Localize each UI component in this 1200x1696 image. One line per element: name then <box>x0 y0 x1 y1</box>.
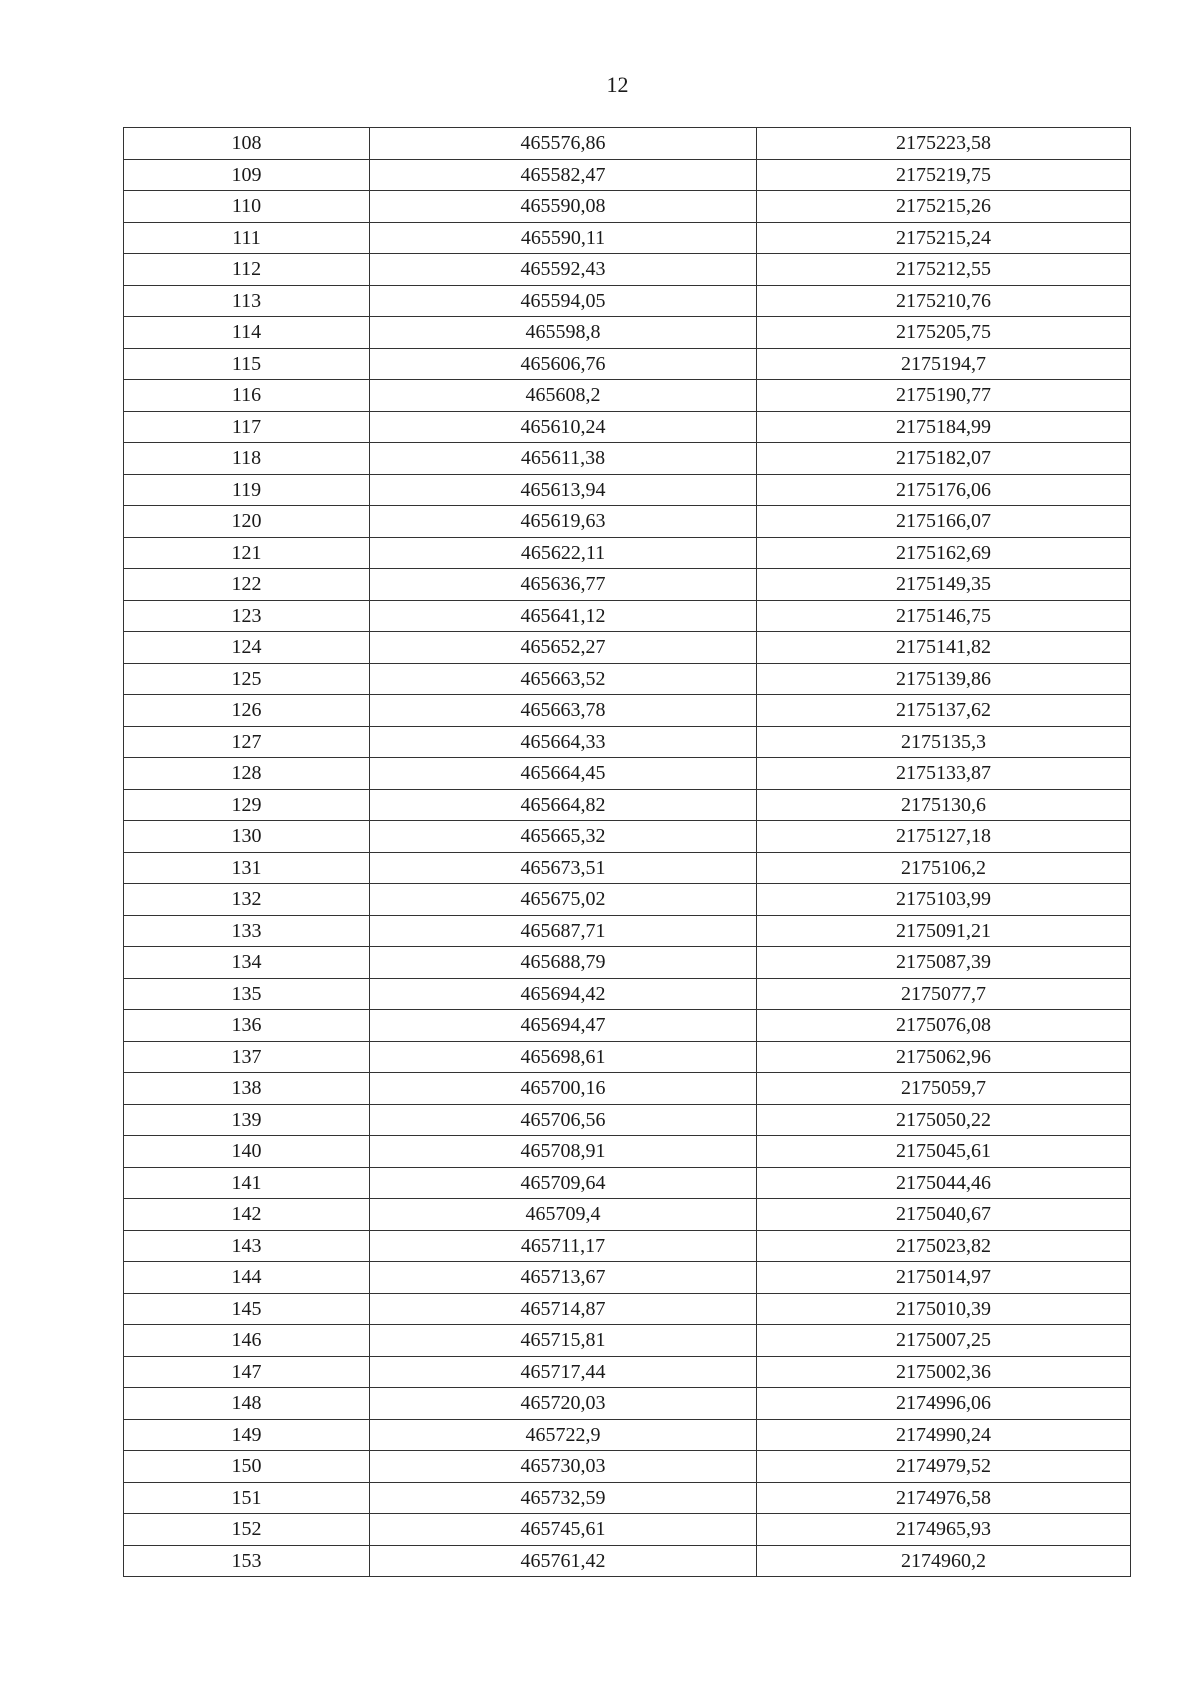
table-row <box>124 1230 1131 1262</box>
x-coordinate-cell: 465590,11 <box>370 222 757 254</box>
table-row <box>124 411 1131 443</box>
table-row <box>124 1104 1131 1136</box>
point-number-cell: 131 <box>124 852 370 884</box>
x-coordinate-cell: 465700,16 <box>370 1073 757 1105</box>
y-coordinate-cell: 2175176,06 <box>757 474 1131 506</box>
point-number-cell: 130 <box>124 821 370 853</box>
x-coordinate-cell: 465675,02 <box>370 884 757 916</box>
point-number-cell: 136 <box>124 1010 370 1042</box>
table-row <box>124 285 1131 317</box>
point-number-cell: 117 <box>124 411 370 443</box>
table-row <box>124 159 1131 191</box>
table-row <box>124 726 1131 758</box>
point-number-cell: 150 <box>124 1451 370 1483</box>
point-number-cell: 108 <box>124 128 370 160</box>
y-coordinate-cell: 2175166,07 <box>757 506 1131 538</box>
y-coordinate-cell: 2175106,2 <box>757 852 1131 884</box>
x-coordinate-cell: 465745,61 <box>370 1514 757 1546</box>
y-coordinate-cell: 2175137,62 <box>757 695 1131 727</box>
point-number-cell: 116 <box>124 380 370 412</box>
page-number: 12 <box>606 72 629 97</box>
table-row <box>124 978 1131 1010</box>
table-row <box>124 1388 1131 1420</box>
table-row <box>124 1262 1131 1294</box>
coordinates-table-body <box>124 128 1131 1577</box>
table-row <box>124 254 1131 286</box>
y-coordinate-cell: 2175135,3 <box>757 726 1131 758</box>
x-coordinate-cell: 465730,03 <box>370 1451 757 1483</box>
point-number-cell: 109 <box>124 159 370 191</box>
point-number-cell: 138 <box>124 1073 370 1105</box>
y-coordinate-cell: 2175133,87 <box>757 758 1131 790</box>
point-number-cell: 123 <box>124 600 370 632</box>
table-row <box>124 1545 1131 1577</box>
y-coordinate-cell: 2175139,86 <box>757 663 1131 695</box>
point-number-cell: 120 <box>124 506 370 538</box>
x-coordinate-cell: 465664,45 <box>370 758 757 790</box>
point-number-cell: 141 <box>124 1167 370 1199</box>
table-row <box>124 600 1131 632</box>
point-number-cell: 151 <box>124 1482 370 1514</box>
table-row <box>124 222 1131 254</box>
y-coordinate-cell: 2175002,36 <box>757 1356 1131 1388</box>
point-number-cell: 128 <box>124 758 370 790</box>
point-number-cell: 113 <box>124 285 370 317</box>
x-coordinate-cell: 465664,33 <box>370 726 757 758</box>
point-number-cell: 145 <box>124 1293 370 1325</box>
point-number-cell: 142 <box>124 1199 370 1231</box>
point-number-cell: 148 <box>124 1388 370 1420</box>
point-number-cell: 132 <box>124 884 370 916</box>
y-coordinate-cell: 2175103,99 <box>757 884 1131 916</box>
y-coordinate-cell: 2175040,67 <box>757 1199 1131 1231</box>
x-coordinate-cell: 465709,4 <box>370 1199 757 1231</box>
point-number-cell: 110 <box>124 191 370 223</box>
point-number-cell: 114 <box>124 317 370 349</box>
point-number-cell: 153 <box>124 1545 370 1577</box>
point-number-cell: 124 <box>124 632 370 664</box>
x-coordinate-cell: 465711,17 <box>370 1230 757 1262</box>
x-coordinate-cell: 465598,8 <box>370 317 757 349</box>
y-coordinate-cell: 2175059,7 <box>757 1073 1131 1105</box>
y-coordinate-cell: 2174960,2 <box>757 1545 1131 1577</box>
y-coordinate-cell: 2174990,24 <box>757 1419 1131 1451</box>
point-number-cell: 146 <box>124 1325 370 1357</box>
table-row <box>124 1419 1131 1451</box>
x-coordinate-cell: 465698,61 <box>370 1041 757 1073</box>
x-coordinate-cell: 465761,42 <box>370 1545 757 1577</box>
table-row <box>124 569 1131 601</box>
point-number-cell: 119 <box>124 474 370 506</box>
point-number-cell: 149 <box>124 1419 370 1451</box>
x-coordinate-cell: 465732,59 <box>370 1482 757 1514</box>
x-coordinate-cell: 465613,94 <box>370 474 757 506</box>
table-row <box>124 474 1131 506</box>
x-coordinate-cell: 465722,9 <box>370 1419 757 1451</box>
y-coordinate-cell: 2175141,82 <box>757 632 1131 664</box>
table-row <box>124 380 1131 412</box>
table-row <box>124 1010 1131 1042</box>
y-coordinate-cell: 2175219,75 <box>757 159 1131 191</box>
y-coordinate-cell: 2175182,07 <box>757 443 1131 475</box>
y-coordinate-cell: 2175023,82 <box>757 1230 1131 1262</box>
y-coordinate-cell: 2175194,7 <box>757 348 1131 380</box>
x-coordinate-cell: 465652,27 <box>370 632 757 664</box>
table-row <box>124 884 1131 916</box>
point-number-cell: 152 <box>124 1514 370 1546</box>
y-coordinate-cell: 2174979,52 <box>757 1451 1131 1483</box>
x-coordinate-cell: 465688,79 <box>370 947 757 979</box>
point-number-cell: 115 <box>124 348 370 380</box>
table-row <box>124 1356 1131 1388</box>
point-number-cell: 143 <box>124 1230 370 1262</box>
point-number-cell: 125 <box>124 663 370 695</box>
point-number-cell: 111 <box>124 222 370 254</box>
table-row <box>124 632 1131 664</box>
table-row <box>124 348 1131 380</box>
point-number-cell: 127 <box>124 726 370 758</box>
y-coordinate-cell: 2175210,76 <box>757 285 1131 317</box>
y-coordinate-cell: 2175190,77 <box>757 380 1131 412</box>
x-coordinate-cell: 465664,82 <box>370 789 757 821</box>
x-coordinate-cell: 465663,52 <box>370 663 757 695</box>
x-coordinate-cell: 465594,05 <box>370 285 757 317</box>
point-number-cell: 129 <box>124 789 370 821</box>
y-coordinate-cell: 2175044,46 <box>757 1167 1131 1199</box>
y-coordinate-cell: 2175127,18 <box>757 821 1131 853</box>
y-coordinate-cell: 2175087,39 <box>757 947 1131 979</box>
point-number-cell: 121 <box>124 537 370 569</box>
table-row <box>124 821 1131 853</box>
table-row <box>124 758 1131 790</box>
y-coordinate-cell: 2175130,6 <box>757 789 1131 821</box>
x-coordinate-cell: 465636,77 <box>370 569 757 601</box>
x-coordinate-cell: 465694,42 <box>370 978 757 1010</box>
table-row <box>124 915 1131 947</box>
point-number-cell: 140 <box>124 1136 370 1168</box>
table-row <box>124 852 1131 884</box>
point-number-cell: 139 <box>124 1104 370 1136</box>
y-coordinate-cell: 2175062,96 <box>757 1041 1131 1073</box>
y-coordinate-cell: 2174965,93 <box>757 1514 1131 1546</box>
x-coordinate-cell: 465720,03 <box>370 1388 757 1420</box>
x-coordinate-cell: 465610,24 <box>370 411 757 443</box>
y-coordinate-cell: 2175076,08 <box>757 1010 1131 1042</box>
y-coordinate-cell: 2175050,22 <box>757 1104 1131 1136</box>
point-number-cell: 122 <box>124 569 370 601</box>
y-coordinate-cell: 2175205,75 <box>757 317 1131 349</box>
x-coordinate-cell: 465590,08 <box>370 191 757 223</box>
coordinates-table <box>123 127 1131 1577</box>
x-coordinate-cell: 465694,47 <box>370 1010 757 1042</box>
x-coordinate-cell: 465717,44 <box>370 1356 757 1388</box>
y-coordinate-cell: 2174976,58 <box>757 1482 1131 1514</box>
x-coordinate-cell: 465606,76 <box>370 348 757 380</box>
table-row <box>124 1451 1131 1483</box>
table-row <box>124 695 1131 727</box>
x-coordinate-cell: 465622,11 <box>370 537 757 569</box>
x-coordinate-cell: 465663,78 <box>370 695 757 727</box>
table-row <box>124 317 1131 349</box>
x-coordinate-cell: 465713,67 <box>370 1262 757 1294</box>
y-coordinate-cell: 2175045,61 <box>757 1136 1131 1168</box>
y-coordinate-cell: 2175010,39 <box>757 1293 1131 1325</box>
y-coordinate-cell: 2175149,35 <box>757 569 1131 601</box>
table-row <box>124 1293 1131 1325</box>
table-row <box>124 1136 1131 1168</box>
table-row <box>124 1073 1131 1105</box>
table-row <box>124 789 1131 821</box>
y-coordinate-cell: 2175146,75 <box>757 600 1131 632</box>
table-row <box>124 1199 1131 1231</box>
x-coordinate-cell: 465665,32 <box>370 821 757 853</box>
x-coordinate-cell: 465582,47 <box>370 159 757 191</box>
x-coordinate-cell: 465608,2 <box>370 380 757 412</box>
y-coordinate-cell: 2175223,58 <box>757 128 1131 160</box>
table-row <box>124 1325 1131 1357</box>
table-row <box>124 1482 1131 1514</box>
x-coordinate-cell: 465673,51 <box>370 852 757 884</box>
table-row <box>124 537 1131 569</box>
y-coordinate-cell: 2175014,97 <box>757 1262 1131 1294</box>
point-number-cell: 134 <box>124 947 370 979</box>
table-row <box>124 1514 1131 1546</box>
y-coordinate-cell: 2175007,25 <box>757 1325 1131 1357</box>
y-coordinate-cell: 2175215,24 <box>757 222 1131 254</box>
x-coordinate-cell: 465708,91 <box>370 1136 757 1168</box>
point-number-cell: 118 <box>124 443 370 475</box>
table-row <box>124 443 1131 475</box>
point-number-cell: 144 <box>124 1262 370 1294</box>
point-number-cell: 135 <box>124 978 370 1010</box>
x-coordinate-cell: 465714,87 <box>370 1293 757 1325</box>
table-row <box>124 947 1131 979</box>
x-coordinate-cell: 465706,56 <box>370 1104 757 1136</box>
y-coordinate-cell: 2175162,69 <box>757 537 1131 569</box>
point-number-cell: 137 <box>124 1041 370 1073</box>
y-coordinate-cell: 2175212,55 <box>757 254 1131 286</box>
x-coordinate-cell: 465592,43 <box>370 254 757 286</box>
table-row <box>124 1167 1131 1199</box>
table-row <box>124 1041 1131 1073</box>
x-coordinate-cell: 465641,12 <box>370 600 757 632</box>
x-coordinate-cell: 465619,63 <box>370 506 757 538</box>
y-coordinate-cell: 2175184,99 <box>757 411 1131 443</box>
y-coordinate-cell: 2175091,21 <box>757 915 1131 947</box>
x-coordinate-cell: 465715,81 <box>370 1325 757 1357</box>
y-coordinate-cell: 2175077,7 <box>757 978 1131 1010</box>
y-coordinate-cell: 2175215,26 <box>757 191 1131 223</box>
point-number-cell: 112 <box>124 254 370 286</box>
x-coordinate-cell: 465709,64 <box>370 1167 757 1199</box>
point-number-cell: 133 <box>124 915 370 947</box>
table-row <box>124 191 1131 223</box>
table-row <box>124 128 1131 160</box>
x-coordinate-cell: 465611,38 <box>370 443 757 475</box>
point-number-cell: 126 <box>124 695 370 727</box>
x-coordinate-cell: 465687,71 <box>370 915 757 947</box>
x-coordinate-cell: 465576,86 <box>370 128 757 160</box>
y-coordinate-cell: 2174996,06 <box>757 1388 1131 1420</box>
table-row <box>124 663 1131 695</box>
table-row <box>124 506 1131 538</box>
point-number-cell: 147 <box>124 1356 370 1388</box>
